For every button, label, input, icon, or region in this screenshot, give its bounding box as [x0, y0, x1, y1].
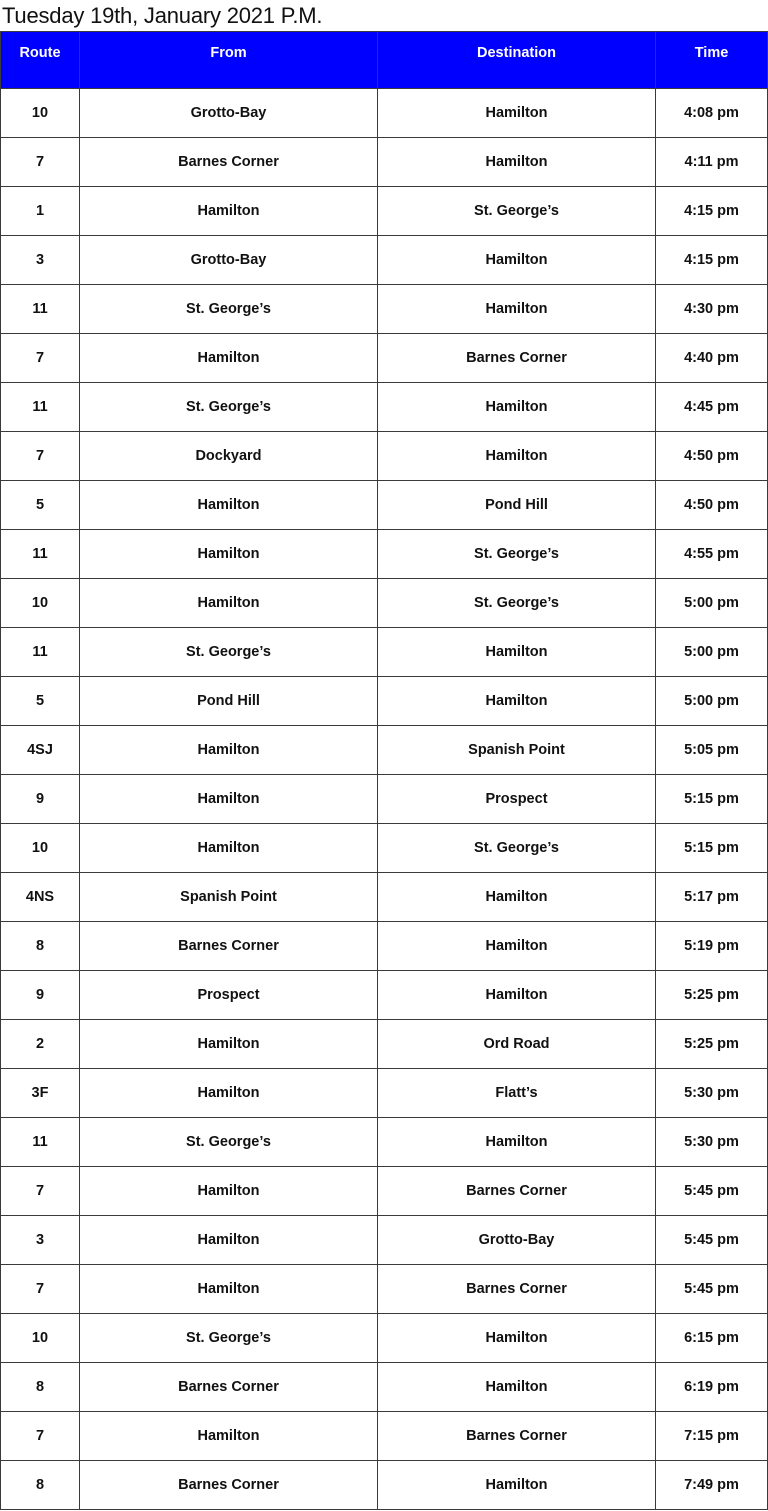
cell-destination: Hamilton [378, 971, 656, 1020]
cell-from: Hamilton [80, 334, 378, 383]
cell-route: 3F [1, 1069, 80, 1118]
cell-from: Barnes Corner [80, 1461, 378, 1510]
table-row [1, 1069, 768, 1118]
cell-route: 2 [1, 1020, 80, 1069]
cell-from: Pond Hill [80, 677, 378, 726]
cell-from: St. George’s [80, 1118, 378, 1167]
cell-time: 5:30 pm [656, 1118, 768, 1167]
cell-destination: Hamilton [378, 432, 656, 481]
cell-time: 7:49 pm [656, 1461, 768, 1510]
table-row [1, 775, 768, 824]
cell-route: 11 [1, 383, 80, 432]
table-row [1, 1412, 768, 1461]
cell-time: 4:50 pm [656, 481, 768, 530]
cell-destination: Hamilton [378, 89, 656, 138]
cell-route: 7 [1, 1265, 80, 1314]
cell-from: Grotto-Bay [80, 89, 378, 138]
cell-route: 10 [1, 89, 80, 138]
cell-destination: Hamilton [378, 383, 656, 432]
cell-time: 4:15 pm [656, 236, 768, 285]
header-route: Route [1, 32, 80, 89]
cell-route: 11 [1, 628, 80, 677]
cell-time: 5:15 pm [656, 824, 768, 873]
cell-time: 5:19 pm [656, 922, 768, 971]
cell-time: 5:05 pm [656, 726, 768, 775]
cell-from: Hamilton [80, 530, 378, 579]
cell-from: Spanish Point [80, 873, 378, 922]
cell-from: St. George’s [80, 1314, 378, 1363]
table-row [1, 1216, 768, 1265]
table-row [1, 285, 768, 334]
cell-route: 8 [1, 1461, 80, 1510]
cell-destination: Hamilton [378, 677, 656, 726]
cell-time: 5:45 pm [656, 1167, 768, 1216]
table-row [1, 530, 768, 579]
cell-time: 4:30 pm [656, 285, 768, 334]
cell-from: Hamilton [80, 1020, 378, 1069]
table-row [1, 726, 768, 775]
cell-route: 4NS [1, 873, 80, 922]
table-row [1, 481, 768, 530]
cell-from: Hamilton [80, 775, 378, 824]
cell-destination: Hamilton [378, 1314, 656, 1363]
page-title: Tuesday 19th, January 2021 P.M. [2, 3, 323, 28]
cell-route: 9 [1, 775, 80, 824]
cell-route: 3 [1, 1216, 80, 1265]
cell-destination: Barnes Corner [378, 1265, 656, 1314]
cell-route: 8 [1, 1363, 80, 1412]
cell-route: 10 [1, 1314, 80, 1363]
cell-route: 9 [1, 971, 80, 1020]
cell-time: 4:15 pm [656, 187, 768, 236]
cell-route: 10 [1, 579, 80, 628]
table-row [1, 1265, 768, 1314]
cell-time: 4:50 pm [656, 432, 768, 481]
cell-from: Hamilton [80, 1216, 378, 1265]
cell-destination: Prospect [378, 775, 656, 824]
table-row [1, 824, 768, 873]
cell-time: 6:19 pm [656, 1363, 768, 1412]
cell-route: 11 [1, 530, 80, 579]
cell-from: Barnes Corner [80, 138, 378, 187]
table-row [1, 236, 768, 285]
cell-destination: Grotto-Bay [378, 1216, 656, 1265]
cell-route: 7 [1, 1167, 80, 1216]
table-row [1, 138, 768, 187]
cell-from: Grotto-Bay [80, 236, 378, 285]
cell-route: 5 [1, 677, 80, 726]
cell-time: 5:30 pm [656, 1069, 768, 1118]
cell-route: 5 [1, 481, 80, 530]
cell-time: 5:00 pm [656, 677, 768, 726]
cell-destination: St. George’s [378, 824, 656, 873]
cell-route: 8 [1, 922, 80, 971]
cell-destination: Hamilton [378, 285, 656, 334]
cell-destination: St. George’s [378, 187, 656, 236]
cell-from: Hamilton [80, 1069, 378, 1118]
cell-destination: Barnes Corner [378, 334, 656, 383]
cell-route: 1 [1, 187, 80, 236]
table-row [1, 971, 768, 1020]
cell-from: St. George’s [80, 285, 378, 334]
cell-time: 4:11 pm [656, 138, 768, 187]
cell-time: 5:25 pm [656, 1020, 768, 1069]
cell-route: 11 [1, 285, 80, 334]
cell-time: 5:17 pm [656, 873, 768, 922]
cell-time: 4:45 pm [656, 383, 768, 432]
cell-time: 6:15 pm [656, 1314, 768, 1363]
cell-route: 7 [1, 432, 80, 481]
cell-time: 5:00 pm [656, 579, 768, 628]
cell-destination: Hamilton [378, 628, 656, 677]
table-row [1, 383, 768, 432]
cell-time: 4:55 pm [656, 530, 768, 579]
cell-destination: Flatt’s [378, 1069, 656, 1118]
cell-destination: Hamilton [378, 1461, 656, 1510]
cell-from: Barnes Corner [80, 922, 378, 971]
table-row [1, 579, 768, 628]
table-row [1, 1020, 768, 1069]
table-row [1, 873, 768, 922]
header-time: Time [656, 32, 768, 89]
cell-route: 7 [1, 138, 80, 187]
cell-from: St. George’s [80, 383, 378, 432]
table-row [1, 1461, 768, 1510]
cell-from: Hamilton [80, 726, 378, 775]
table-row [1, 1314, 768, 1363]
cell-destination: Pond Hill [378, 481, 656, 530]
cell-destination: Ord Road [378, 1020, 656, 1069]
cell-destination: Hamilton [378, 1363, 656, 1412]
cell-time: 5:25 pm [656, 971, 768, 1020]
cell-from: Hamilton [80, 481, 378, 530]
table-header-row [1, 32, 768, 89]
header-from: From [80, 32, 378, 89]
cell-from: Hamilton [80, 1167, 378, 1216]
cell-time: 5:15 pm [656, 775, 768, 824]
cell-time: 7:15 pm [656, 1412, 768, 1461]
cell-destination: Hamilton [378, 236, 656, 285]
cell-from: Hamilton [80, 824, 378, 873]
cell-destination: Hamilton [378, 1118, 656, 1167]
cell-destination: Barnes Corner [378, 1167, 656, 1216]
table-row [1, 432, 768, 481]
cell-route: 7 [1, 1412, 80, 1461]
header-destination: Destination [378, 32, 656, 89]
cell-route: 7 [1, 334, 80, 383]
cell-from: Hamilton [80, 187, 378, 236]
cell-time: 4:40 pm [656, 334, 768, 383]
table-row [1, 922, 768, 971]
cell-from: Barnes Corner [80, 1363, 378, 1412]
cell-route: 10 [1, 824, 80, 873]
table-row [1, 677, 768, 726]
cell-from: Hamilton [80, 1412, 378, 1461]
table-row [1, 1118, 768, 1167]
cell-time: 5:45 pm [656, 1216, 768, 1265]
cell-destination: St. George’s [378, 530, 656, 579]
cell-destination: Hamilton [378, 922, 656, 971]
cell-destination: Spanish Point [378, 726, 656, 775]
cell-route: 4SJ [1, 726, 80, 775]
table-row [1, 334, 768, 383]
cell-from: Dockyard [80, 432, 378, 481]
table-row [1, 1363, 768, 1412]
cell-destination: Hamilton [378, 138, 656, 187]
table-row [1, 628, 768, 677]
cell-from: Hamilton [80, 1265, 378, 1314]
cell-route: 3 [1, 236, 80, 285]
table-row [1, 89, 768, 138]
cell-from: Hamilton [80, 579, 378, 628]
cell-route: 11 [1, 1118, 80, 1167]
cell-time: 5:45 pm [656, 1265, 768, 1314]
cell-from: St. George’s [80, 628, 378, 677]
cell-destination: Hamilton [378, 873, 656, 922]
cell-destination: St. George’s [378, 579, 656, 628]
cell-time: 5:00 pm [656, 628, 768, 677]
bus-schedule-table [0, 31, 768, 1510]
cell-time: 4:08 pm [656, 89, 768, 138]
table-body [1, 89, 768, 1510]
table-row [1, 1167, 768, 1216]
table-row [1, 187, 768, 236]
cell-from: Prospect [80, 971, 378, 1020]
cell-destination: Barnes Corner [378, 1412, 656, 1461]
